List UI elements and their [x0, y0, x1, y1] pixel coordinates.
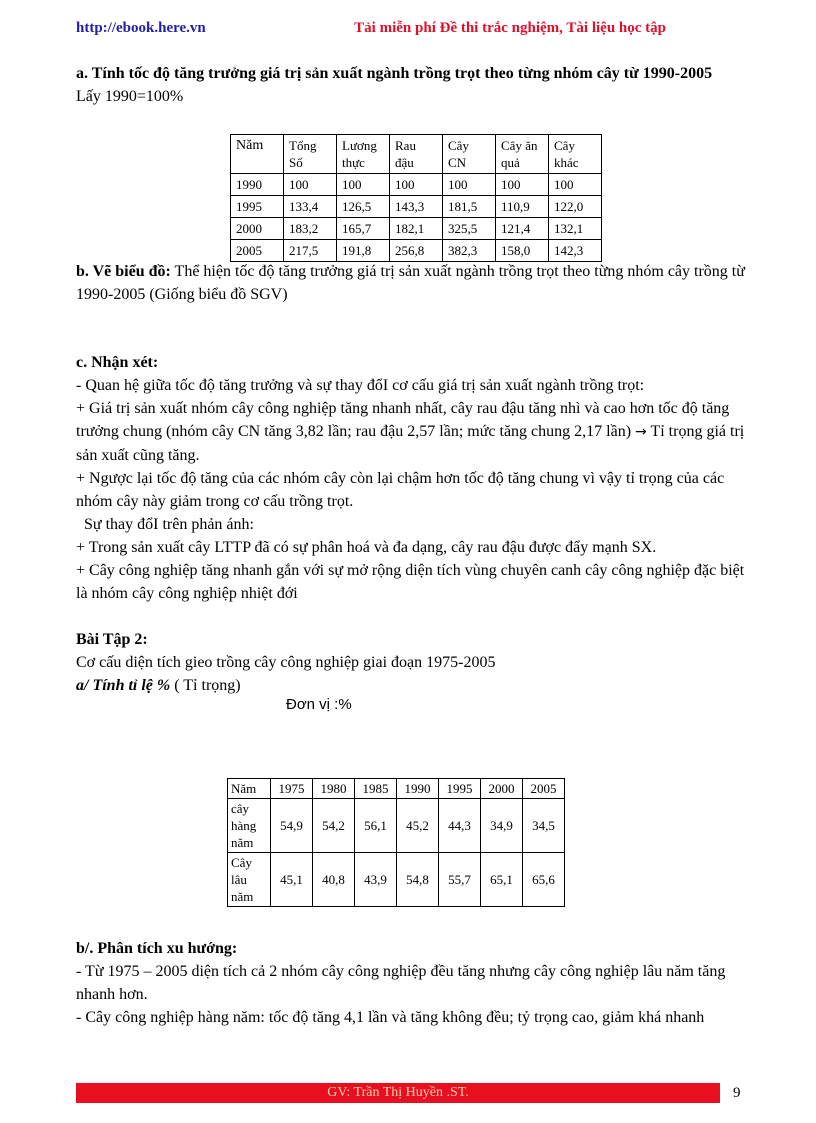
page-number: 9	[733, 1085, 741, 1101]
section-b-text: Thể hiện tốc độ tăng trưởng giá trị sản xuất ngành trồng trọt theo từng nhóm cây trồng từ 1990-2005 (Giống biểu đồ SGV)	[76, 263, 745, 303]
table-header-cell: Cây khác	[549, 135, 602, 174]
section-c-line	[76, 397, 748, 467]
table-cell: 143,3	[390, 196, 443, 218]
table-cell: 44,3	[439, 799, 481, 853]
section-a-note: Lấy 1990=100%	[76, 88, 184, 105]
table-header-cell: 1975	[271, 779, 313, 799]
table-header-cell: Cây ăn quả	[496, 135, 549, 174]
table-header-row	[228, 779, 565, 799]
table-header-cell: Tổng Số	[284, 135, 337, 174]
table-cell: 100	[443, 174, 496, 196]
exercise2-heading: Bài Tập 2:	[76, 631, 148, 648]
table-cell: 100	[284, 174, 337, 196]
exercise2-subtitle: Cơ cấu diện tích gieo trồng cây công nghiệp giai đoạn 1975-2005	[76, 654, 496, 671]
section-a-heading: a. Tính tốc độ tăng trưởng giá trị sản xuất ngành trồng trọt theo từng nhóm cây từ 1990-2005	[76, 65, 713, 82]
table-cell: 158,0	[496, 240, 549, 262]
part-a-label: a/ Tính tỉ lệ %	[76, 677, 171, 694]
table-cell: 182,1	[390, 218, 443, 240]
section-c-line: + Cây công nghiệp tăng nhanh gắn với sự mở rộng diện tích vùng chuyên canh cây công nghiệp đặc biệt là nhóm cây công nghiệp nhiệt đới	[76, 562, 745, 602]
table-cell: 45,2	[397, 799, 439, 853]
table-header-cell: Cây CN	[443, 135, 496, 174]
part-b-body	[76, 937, 748, 1029]
table-cell: 121,4	[496, 218, 549, 240]
footer-bar: GV: Trần Thị Huyền .ST.	[76, 1083, 720, 1103]
table-cell: 191,8	[337, 240, 390, 262]
table-cell: 1990	[231, 174, 284, 196]
table-cell: 100	[549, 174, 602, 196]
unit-label: Đơn vị :%	[286, 696, 352, 713]
table-cell: 45,1	[271, 853, 313, 907]
table-cell: 110,9	[496, 196, 549, 218]
table-header-cell: 2000	[481, 779, 523, 799]
table-cell: 126,5	[337, 196, 390, 218]
table-cell: 256,8	[390, 240, 443, 262]
table-row	[231, 218, 602, 240]
row-label: Cây lâu năm	[228, 853, 271, 907]
table-cell: 183,2	[284, 218, 337, 240]
table-cell: 40,8	[313, 853, 355, 907]
table-header-cell: 1980	[313, 779, 355, 799]
table-cell: 142,3	[549, 240, 602, 262]
table-cell: 133,4	[284, 196, 337, 218]
part-b-line: - Từ 1975 – 2005 diện tích cả 2 nhóm cây công nghiệp đều tăng nhưng cây công nghiệp lâu năm tăng nhanh hơn.	[76, 963, 726, 1003]
table-row	[228, 799, 565, 853]
table-cell: 54,8	[397, 853, 439, 907]
table-cell: 165,7	[337, 218, 390, 240]
area-structure-table	[227, 778, 565, 907]
section-c-text: Tỉ trọng giá trị sản xuất cũng tăng.	[76, 423, 745, 464]
table-cell: 54,9	[271, 799, 313, 853]
spacer	[76, 306, 748, 351]
table-cell: 2005	[231, 240, 284, 262]
table-row	[231, 196, 602, 218]
table-cell: 56,1	[355, 799, 397, 853]
table-cell: 100	[496, 174, 549, 196]
section-c-line: Sự thay đổI trên phản ánh:	[76, 516, 254, 533]
section-c-line: + Ngược lại tốc độ tăng của các nhóm cây còn lại chậm hơn tốc độ tăng chung vì vậy tỉ trọng của các nhóm cây này giảm trong cơ cấu trồng trọt.	[76, 470, 725, 510]
table-cell: 100	[337, 174, 390, 196]
table-row	[231, 174, 602, 196]
table-cell: 65,1	[481, 853, 523, 907]
part-b-heading: b/. Phân tích xu hướng:	[76, 940, 238, 957]
table-cell: 2000	[231, 218, 284, 240]
table-cell: 181,5	[443, 196, 496, 218]
section-c-line: + Trong sản xuất cây LTTP đã có sự phân hoá và đa dạng, cây rau đậu được đẩy mạnh SX.	[76, 539, 657, 556]
table-cell: 100	[390, 174, 443, 196]
section-c-text: + Giá trị sản xuất nhóm cây công nghiệp tăng nhanh nhất, cây rau đậu tăng nhì và cao hơn tốc độ tăng trưởng chung (nhóm cây CN tăng 3,82 lần; rau đậu 2,57 lần; mức tăng chung 2,17 lần)	[76, 400, 730, 440]
arrow-right-icon: →	[635, 424, 647, 440]
table-header-cell: 1990	[397, 779, 439, 799]
table-header-cell: Năm	[231, 135, 284, 174]
table-header-cell: 1985	[355, 779, 397, 799]
section-c-line: - Quan hệ giữa tốc độ tăng trưởng và sự thay đổI cơ cấu giá trị sản xuất ngành trồng trọt:	[76, 377, 645, 394]
table-header-cell: Lương thực	[337, 135, 390, 174]
table-cell: 122,0	[549, 196, 602, 218]
part-b-line: - Cây công nghiệp hàng năm: tốc độ tăng 4,1 lần và tăng không đều; tỷ trọng cao, giảm khá nhanh	[76, 1009, 705, 1026]
table-cell: 55,7	[439, 853, 481, 907]
table-cell: 217,5	[284, 240, 337, 262]
table-cell: 34,5	[523, 799, 565, 853]
page-header	[76, 20, 666, 44]
section-c-heading: c. Nhận xét:	[76, 354, 159, 371]
table-header-cell: Năm	[228, 779, 271, 799]
table-cell: 1995	[231, 196, 284, 218]
document-body	[76, 62, 748, 697]
exercise2-part-a	[76, 674, 748, 697]
table-header-cell: 1995	[439, 779, 481, 799]
header-tagline: Tải miễn phí Đề thi trắc nghiệm, Tài liệu học tập	[354, 20, 666, 36]
table-cell: 34,9	[481, 799, 523, 853]
part-a-note: ( Tỉ trọng)	[170, 677, 241, 694]
table-cell: 65,6	[523, 853, 565, 907]
table-row	[228, 853, 565, 907]
table-cell: 382,3	[443, 240, 496, 262]
spacer	[76, 605, 748, 628]
row-label: cây hàng năm	[228, 799, 271, 853]
growth-table	[230, 134, 602, 262]
section-b	[76, 260, 748, 306]
table-header-row	[231, 135, 602, 174]
table-cell: 325,5	[443, 218, 496, 240]
table-header-cell: 2005	[523, 779, 565, 799]
table-cell: 132,1	[549, 218, 602, 240]
table-header-cell: Rau đậu	[390, 135, 443, 174]
table-row	[231, 240, 602, 262]
section-b-label: b. Vẽ biểu đồ:	[76, 263, 171, 280]
header-url[interactable]: http://ebook.here.vn	[76, 20, 206, 36]
table-cell: 54,2	[313, 799, 355, 853]
table-cell: 43,9	[355, 853, 397, 907]
